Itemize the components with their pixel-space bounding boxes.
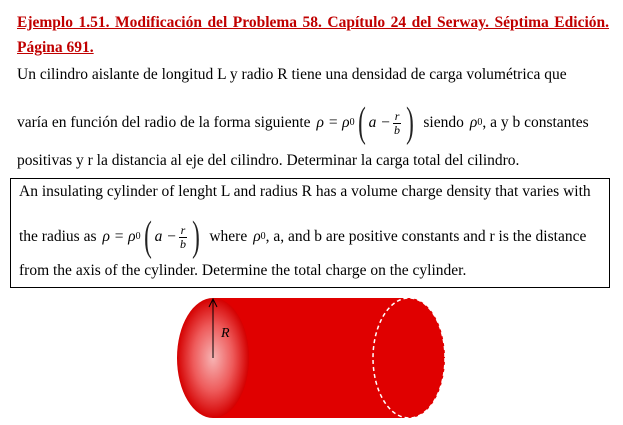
spanish-line-2-pre: varía en función del radio de la forma siguiente [17, 114, 311, 131]
rho0-sub-en: 0 [260, 231, 266, 242]
rho0-symbol [470, 112, 482, 134]
english-line-2-pre: the radius as [19, 228, 97, 245]
formula-sub-en: 0 [135, 231, 141, 242]
spanish-line-1 [17, 64, 609, 86]
english-line-1-text: An insulating cylinder of lenght L and radius R has a volume charge density that varies with [19, 183, 591, 200]
formula-paren-close: ) [406, 100, 415, 146]
english-line-1 [19, 181, 601, 203]
spanish-line-2 [17, 102, 609, 144]
formula-num: r [394, 108, 400, 123]
formula-paren-open-en: ( [143, 214, 152, 260]
formula-paren-open: ( [357, 100, 366, 146]
example-title: Ejemplo 1.51. Modificación del Problema 58. Capítulo 24 del Serway. Séptima Edición. Página 691. [17, 14, 609, 56]
spanish-line-2-post: siendo [423, 114, 464, 131]
english-statement-box [10, 178, 610, 288]
spanish-line-2-rest: , a y b constantes [482, 114, 589, 131]
english-line-3: from the axis of the cylinder. Determine the total charge on the cylinder. [19, 262, 467, 279]
formula-a: a − [368, 114, 391, 131]
english-line-2 [19, 216, 601, 258]
charge-density-formula-en [102, 216, 203, 258]
formula-lhs: ρ = ρ [316, 114, 350, 131]
rho0-sub: 0 [477, 117, 483, 128]
charge-density-formula [317, 102, 418, 144]
formula-fraction-en [179, 224, 188, 251]
formula-den-en: b [180, 236, 186, 251]
formula-lhs-en: ρ = ρ [102, 228, 136, 245]
english-line-2-post: where [209, 228, 248, 245]
rho0-symbol-en [253, 226, 265, 248]
spanish-line-1-text: Un cilindro aislante de longitud L y radio R tiene una densidad de carga volumétrica que [17, 66, 567, 83]
rho0-en: ρ [253, 228, 261, 245]
formula-paren-close-en: ) [192, 214, 201, 260]
formula-den: b [394, 122, 401, 137]
spanish-line-3: positivas y r la distancia al eje del cilindro. Determinar la carga total del cilindro. [17, 152, 520, 169]
formula-fraction [393, 110, 402, 137]
formula-a-en: a − [154, 228, 177, 245]
formula-num-en: r [180, 222, 186, 237]
formula-sub: 0 [349, 117, 355, 128]
cylinder-figure [175, 296, 455, 421]
english-line-2-rest: , a, and b are positive constants and r is the distance [265, 228, 587, 245]
radius-label: R [221, 326, 230, 341]
rho0: ρ [469, 114, 478, 131]
